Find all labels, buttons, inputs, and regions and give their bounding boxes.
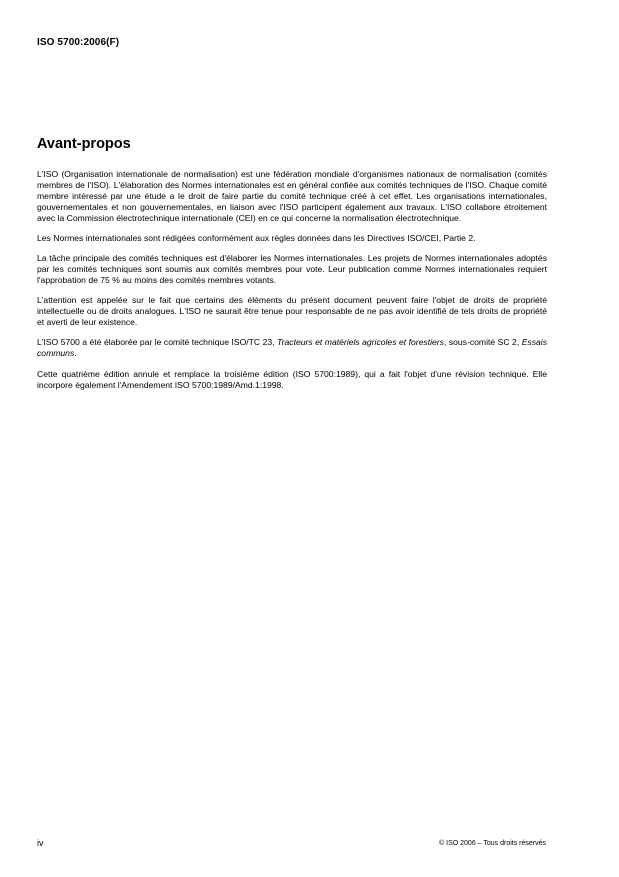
paragraph-5-suffix: .	[74, 348, 77, 359]
foreword-paragraph-1: L'ISO (Organisation internationale de normalisation) est une fédération mondiale d'organismes nationaux de normalisation (comités membres de l'ISO). L'élaboration des Normes internationales est en général confiée aux comités techniques de l'ISO. Chaque comité membre intéressé par une étude a le droit de faire partie du comité technique créé à cet effet. Les organisations internationales, gouvernementales et non gouvernementales, en liaison avec l'ISO participent également aux travaux. L'ISO collabore étroitement avec la Commission électrotechnique internationale (CEI) en ce qui concerne la normalisation électrotechnique.	[37, 169, 547, 223]
foreword-body	[37, 169, 547, 390]
paragraph-5-middle: , sous-comité SC 2,	[443, 337, 522, 348]
subcommittee-title: Essais communs	[37, 337, 547, 359]
committee-title: Tracteurs et matériels agricoles et forestiers	[277, 337, 444, 348]
foreword-paragraph-5	[37, 337, 547, 359]
page-number: iv	[37, 838, 44, 848]
document-code: ISO 5700:2006(F)	[37, 37, 120, 48]
copyright-notice: © ISO 2006 – Tous droits réservés	[439, 840, 546, 847]
paragraph-5-prefix: L'ISO 5700 a été élaborée par le comité technique ISO/TC 23,	[37, 337, 278, 348]
foreword-paragraph-3: La tâche principale des comités techniques est d'élaborer les Normes internationales. Les projets de Normes internationales adoptés par les comités techniques sont soumis aux comités membres pour vote. Leur publication comme Normes internationales requiert l'approbation de 75 % au moins des comités membres votants.	[37, 253, 547, 286]
foreword-paragraph-4: L'attention est appelée sur le fait que certains des éléments du présent document peuvent faire l'objet de droits de propriété intellectuelle ou de droits analogues. L'ISO ne saurait être tenue pour responsable de ne pas avoir identifié de tels droits de propriété et averti de leur existence.	[37, 295, 547, 328]
foreword-title: Avant-propos	[37, 136, 131, 152]
foreword-paragraph-6: Cette quatrième édition annule et remplace la troisième édition (ISO 5700:1989), qui a fait l'objet d'une révision technique. Elle incorpore également l'Amendement ISO 5700:1989/Amd.1:1998.	[37, 368, 547, 390]
foreword-paragraph-2: Les Normes internationales sont rédigées conformément aux règles données dans les Directives ISO/CEI, Partie 2.	[37, 232, 476, 243]
